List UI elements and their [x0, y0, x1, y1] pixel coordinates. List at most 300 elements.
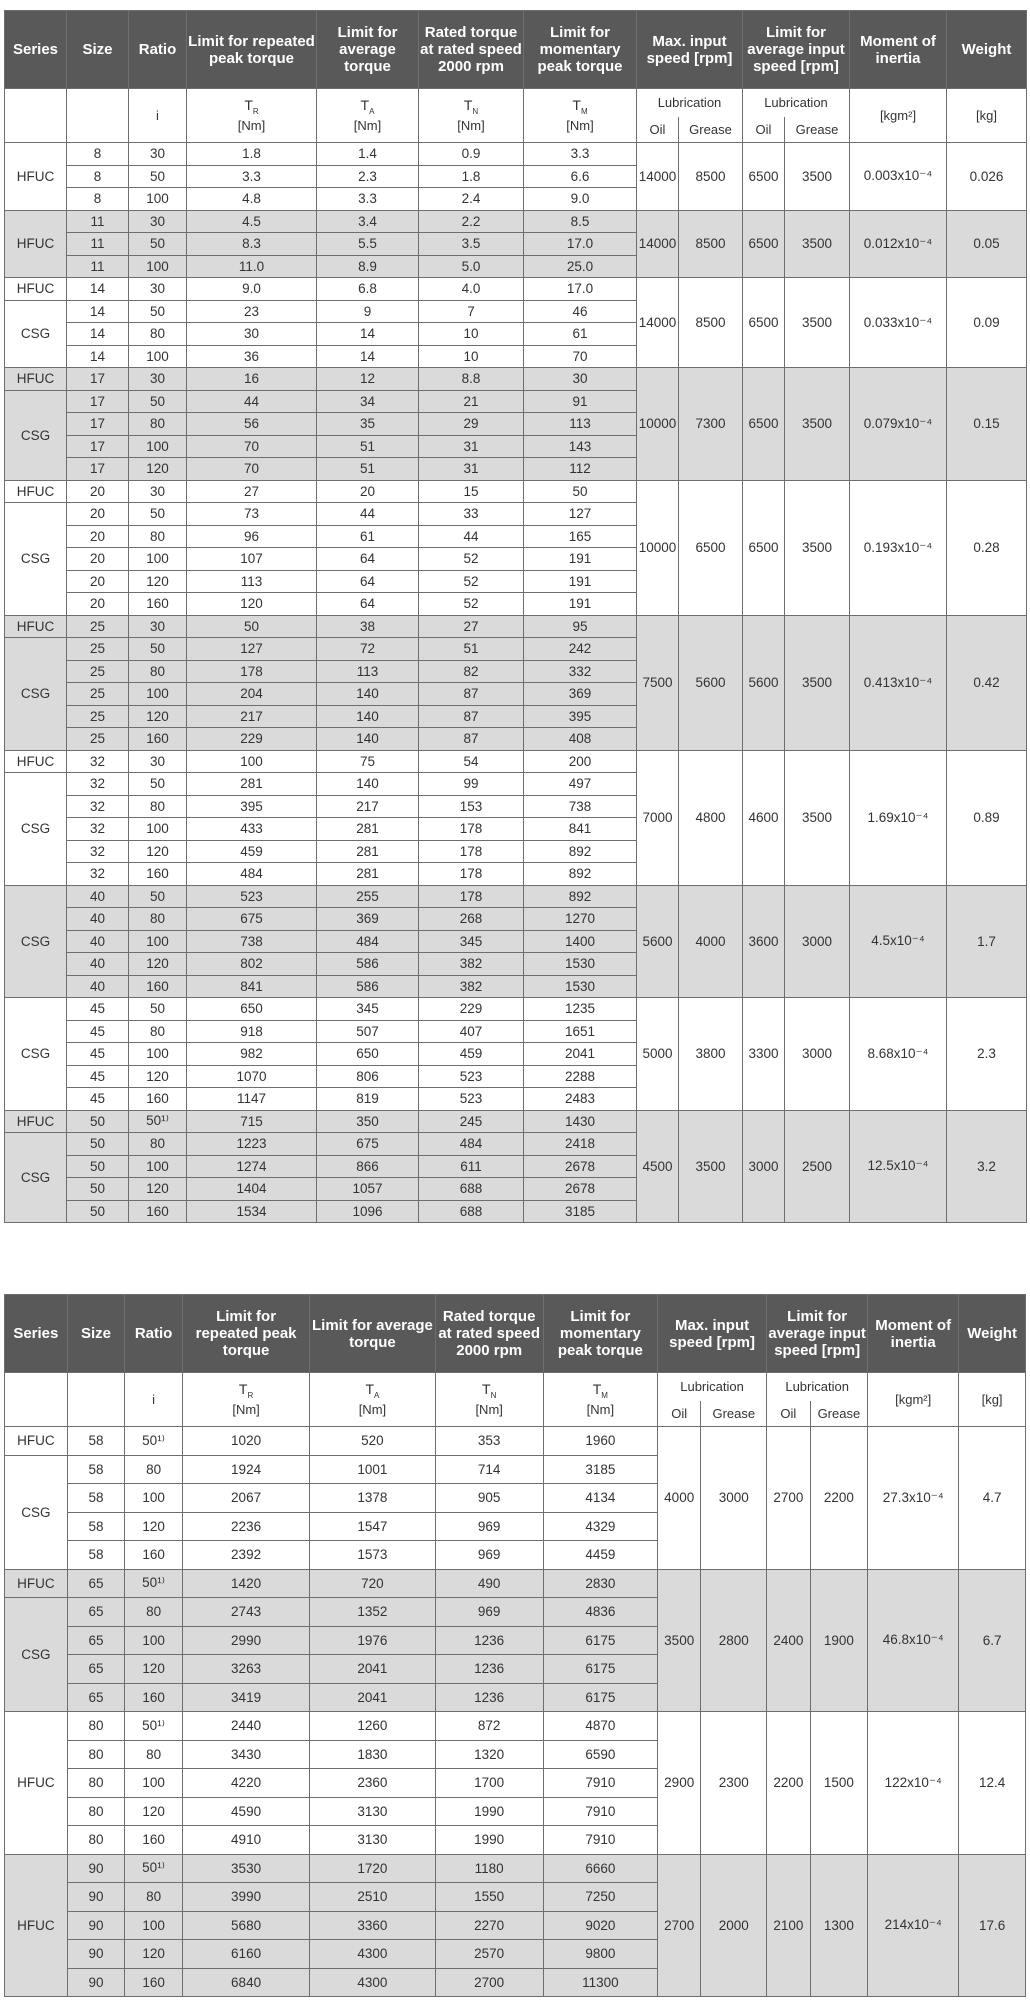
- rated-cell: 99: [419, 773, 524, 796]
- ratio-cell: 30: [129, 480, 187, 503]
- repeated-peak-cell: 3419: [182, 1683, 309, 1712]
- size-cell: 45: [67, 1088, 129, 1111]
- grease-max-speed-cell: 5600: [679, 615, 743, 750]
- ratio-cell: 50¹⁾: [125, 1569, 183, 1598]
- size-cell: 32: [67, 840, 129, 863]
- rated-cell: 87: [419, 705, 524, 728]
- repeated-peak-cell: 715: [187, 1110, 317, 1133]
- weight-cell: 0.15: [947, 368, 1027, 481]
- rated-cell: 353: [435, 1427, 543, 1456]
- average-cell: 20: [317, 480, 419, 503]
- grease-max-speed-cell: 7300: [679, 368, 743, 481]
- repeated-peak-cell: 2440: [182, 1712, 309, 1741]
- ratio-cell: 80: [129, 525, 187, 548]
- weight-cell: 2.3: [947, 998, 1027, 1111]
- unit-series: [5, 1373, 68, 1427]
- average-cell: 281: [317, 840, 419, 863]
- size-cell: 20: [67, 548, 129, 571]
- ratio-cell: 100: [125, 1911, 183, 1940]
- size-cell: 80: [67, 1797, 125, 1826]
- grease-avg-speed-cell: 3000: [785, 885, 850, 998]
- rated-cell: 3.5: [419, 233, 524, 256]
- average-cell: 806: [317, 1065, 419, 1088]
- rated-cell: 10: [419, 345, 524, 368]
- oil-avg-speed-cell: 2200: [767, 1712, 810, 1855]
- rated-cell: 459: [419, 1043, 524, 1066]
- table-row: [5, 615, 1027, 638]
- repeated-peak-cell: 802: [187, 953, 317, 976]
- header-repeated-peak-torque: Limit for repeated peak torque: [187, 11, 317, 89]
- ratio-cell: 50¹⁾: [129, 1110, 187, 1133]
- rated-cell: 688: [419, 1178, 524, 1201]
- average-cell: 586: [317, 953, 419, 976]
- momentary-cell: 6175: [543, 1683, 657, 1712]
- average-cell: 1057: [317, 1178, 419, 1201]
- ratio-cell: 80: [125, 1740, 183, 1769]
- rated-cell: 229: [419, 998, 524, 1021]
- rated-cell: 10: [419, 323, 524, 346]
- oil-max-speed-cell: 7500: [637, 615, 679, 750]
- average-cell: 1720: [310, 1854, 435, 1883]
- average-cell: 484: [317, 930, 419, 953]
- size-cell: 25: [67, 728, 129, 751]
- repeated-peak-cell: 4.8: [187, 188, 317, 211]
- weight-cell: 0.28: [947, 480, 1027, 615]
- ratio-cell: 120: [129, 953, 187, 976]
- inertia-cell: 122x10⁻⁴: [868, 1712, 959, 1855]
- size-cell: 90: [67, 1911, 125, 1940]
- table-body: [5, 1427, 1026, 1997]
- size-cell: 80: [67, 1826, 125, 1855]
- repeated-peak-cell: 3263: [182, 1655, 309, 1684]
- momentary-cell: 191: [524, 548, 637, 571]
- rated-cell: 33: [419, 503, 524, 526]
- average-cell: 1.4: [317, 143, 419, 166]
- rated-cell: 2270: [435, 1911, 543, 1940]
- grease-avg-speed-cell: 3000: [785, 998, 850, 1111]
- repeated-peak-cell: 204: [187, 683, 317, 706]
- momentary-cell: 7250: [543, 1883, 657, 1912]
- size-cell: 58: [67, 1455, 125, 1484]
- average-cell: 345: [317, 998, 419, 1021]
- unit-repeated-peak: $T_R$ [Nm]: [187, 89, 317, 143]
- series-cell: CSG: [5, 998, 67, 1111]
- inertia-cell: 4.5x10⁻⁴: [850, 885, 947, 998]
- rated-cell: 407: [419, 1020, 524, 1043]
- unit-rated: $T_N$ [Nm]: [435, 1373, 543, 1427]
- ratio-cell: 100: [129, 818, 187, 841]
- header-weight: Weight: [959, 1295, 1026, 1373]
- ratio-cell: 100: [125, 1626, 183, 1655]
- size-cell: 17: [67, 368, 129, 391]
- ratio-cell: 50: [129, 885, 187, 908]
- rated-cell: 268: [419, 908, 524, 931]
- momentary-cell: 200: [524, 750, 637, 773]
- rated-cell: 52: [419, 548, 524, 571]
- ratio-cell: 50: [129, 998, 187, 1021]
- momentary-cell: 11300: [543, 1968, 657, 1997]
- size-cell: 58: [67, 1427, 125, 1456]
- series-cell: CSG: [5, 1455, 68, 1569]
- repeated-peak-cell: 120: [187, 593, 317, 616]
- average-cell: 64: [317, 548, 419, 571]
- weight-cell: 6.7: [959, 1569, 1026, 1712]
- rated-cell: 44: [419, 525, 524, 548]
- repeated-peak-cell: 6160: [182, 1940, 309, 1969]
- momentary-cell: 4870: [543, 1712, 657, 1741]
- header-momentary-peak-torque: Limit for momentary peak torque: [524, 11, 637, 89]
- momentary-cell: 1651: [524, 1020, 637, 1043]
- average-cell: 1001: [310, 1455, 435, 1484]
- average-cell: 113: [317, 660, 419, 683]
- repeated-peak-cell: 4590: [182, 1797, 309, 1826]
- series-cell: CSG: [5, 1133, 67, 1223]
- size-cell: 40: [67, 975, 129, 998]
- size-cell: 11: [67, 210, 129, 233]
- momentary-cell: 3185: [524, 1200, 637, 1223]
- average-cell: 281: [317, 818, 419, 841]
- average-cell: 866: [317, 1155, 419, 1178]
- size-cell: 32: [67, 795, 129, 818]
- repeated-peak-cell: 3.3: [187, 165, 317, 188]
- size-cell: 20: [67, 503, 129, 526]
- rated-cell: 2.4: [419, 188, 524, 211]
- ratio-cell: 160: [125, 1968, 183, 1997]
- repeated-peak-cell: 5680: [182, 1911, 309, 1940]
- average-cell: 3.3: [317, 188, 419, 211]
- repeated-peak-cell: 27: [187, 480, 317, 503]
- rated-cell: 382: [419, 975, 524, 998]
- table-row: [5, 210, 1027, 233]
- rated-cell: 15: [419, 480, 524, 503]
- table-row: [5, 1569, 1026, 1598]
- rated-cell: 523: [419, 1088, 524, 1111]
- unit-inertia: [kgm²]: [868, 1373, 959, 1427]
- ratio-cell: 80: [129, 908, 187, 931]
- size-cell: 32: [67, 773, 129, 796]
- size-cell: 14: [67, 345, 129, 368]
- repeated-peak-cell: 1404: [187, 1178, 317, 1201]
- ratio-cell: 30: [129, 143, 187, 166]
- repeated-peak-cell: 70: [187, 435, 317, 458]
- table-row: [5, 1110, 1027, 1133]
- inertia-cell: 1.69x10⁻⁴: [850, 750, 947, 885]
- unit-rated: $T_N$ [Nm]: [419, 89, 524, 143]
- header-average-torque: Limit for average torque: [317, 11, 419, 89]
- size-cell: 14: [67, 300, 129, 323]
- header-ratio: Ratio: [129, 11, 187, 89]
- rated-cell: 969: [435, 1598, 543, 1627]
- header-avg-input-speed: Limit for average input speed [rpm]: [743, 11, 850, 89]
- size-cell: 8: [67, 188, 129, 211]
- repeated-peak-cell: 217: [187, 705, 317, 728]
- average-cell: 369: [317, 908, 419, 931]
- table-header: [5, 11, 1027, 143]
- rated-cell: 1236: [435, 1683, 543, 1712]
- header-size: Size: [67, 1295, 125, 1373]
- oil-avg-speed-cell: 2100: [767, 1854, 810, 1997]
- size-cell: 58: [67, 1484, 125, 1513]
- average-cell: 255: [317, 885, 419, 908]
- size-cell: 65: [67, 1598, 125, 1627]
- size-cell: 25: [67, 705, 129, 728]
- size-cell: 65: [67, 1626, 125, 1655]
- average-cell: 34: [317, 390, 419, 413]
- momentary-cell: 127: [524, 503, 637, 526]
- average-cell: 2041: [310, 1683, 435, 1712]
- average-cell: 3130: [310, 1826, 435, 1855]
- ratio-cell: 50: [129, 503, 187, 526]
- momentary-cell: 332: [524, 660, 637, 683]
- series-cell: HFUC: [5, 615, 67, 638]
- rated-cell: 178: [419, 818, 524, 841]
- size-cell: 45: [67, 998, 129, 1021]
- momentary-cell: 892: [524, 863, 637, 886]
- average-cell: 44: [317, 503, 419, 526]
- rated-cell: 2570: [435, 1940, 543, 1969]
- repeated-peak-cell: 1420: [182, 1569, 309, 1598]
- repeated-peak-cell: 3430: [182, 1740, 309, 1769]
- ratio-cell: 80: [129, 660, 187, 683]
- grease-max-speed-cell: 2000: [701, 1854, 767, 1997]
- oil-max-speed-cell: 14000: [637, 143, 679, 211]
- average-cell: 12: [317, 368, 419, 391]
- average-cell: 650: [317, 1043, 419, 1066]
- average-cell: 64: [317, 570, 419, 593]
- header-series: Series: [5, 1295, 68, 1373]
- ratio-cell: 30: [129, 368, 187, 391]
- rated-cell: 29: [419, 413, 524, 436]
- series-cell: CSG: [5, 885, 67, 998]
- oil-max-speed-cell: 14000: [637, 210, 679, 278]
- ratio-cell: 50¹⁾: [125, 1427, 183, 1456]
- repeated-peak-cell: 56: [187, 413, 317, 436]
- weight-cell: 0.09: [947, 278, 1027, 368]
- momentary-cell: 408: [524, 728, 637, 751]
- momentary-cell: 6590: [543, 1740, 657, 1769]
- grease-avg-speed-cell: 3500: [785, 480, 850, 615]
- average-cell: 281: [317, 863, 419, 886]
- repeated-peak-cell: 1020: [182, 1427, 309, 1456]
- ratio-cell: 80: [129, 323, 187, 346]
- average-cell: 3130: [310, 1797, 435, 1826]
- average-cell: 2.3: [317, 165, 419, 188]
- repeated-peak-cell: 433: [187, 818, 317, 841]
- ratio-cell: 100: [129, 188, 187, 211]
- header-ratio: Ratio: [125, 1295, 183, 1373]
- series-cell: HFUC: [5, 1569, 68, 1598]
- ratio-cell: 100: [129, 1043, 187, 1066]
- series-cell: CSG: [5, 638, 67, 751]
- repeated-peak-cell: 738: [187, 930, 317, 953]
- size-cell: 25: [67, 615, 129, 638]
- repeated-peak-cell: 1274: [187, 1155, 317, 1178]
- unit-average: $T_A$ [Nm]: [317, 89, 419, 143]
- size-cell: 58: [67, 1512, 125, 1541]
- grease-max-speed-cell: 8500: [679, 278, 743, 368]
- header-momentary-peak-torque: Limit for momentary peak torque: [543, 1295, 657, 1373]
- oil-avg-speed-cell: 2700: [767, 1427, 810, 1570]
- ratio-cell: 80: [125, 1883, 183, 1912]
- average-cell: 4300: [310, 1968, 435, 1997]
- ratio-cell: 120: [129, 705, 187, 728]
- momentary-cell: 7910: [543, 1826, 657, 1855]
- inertia-cell: 0.193x10⁻⁴: [850, 480, 947, 615]
- header-moment-of-inertia: Moment of inertia: [850, 11, 947, 89]
- grease-avg-speed-cell: 3500: [785, 143, 850, 211]
- rated-cell: 1180: [435, 1854, 543, 1883]
- table-row: [5, 885, 1027, 908]
- rated-cell: 21: [419, 390, 524, 413]
- header-repeated-peak-torque: Limit for repeated peak torque: [182, 1295, 309, 1373]
- inertia-cell: 27.3x10⁻⁴: [868, 1427, 959, 1570]
- average-cell: 51: [317, 458, 419, 481]
- weight-cell: 0.026: [947, 143, 1027, 211]
- ratio-cell: 100: [129, 255, 187, 278]
- oil-max-speed-cell: 5000: [637, 998, 679, 1111]
- average-cell: 1830: [310, 1740, 435, 1769]
- average-cell: 586: [317, 975, 419, 998]
- oil-max-speed-cell: 7000: [637, 750, 679, 885]
- lubrication-label-avg: Lubrication: [743, 89, 850, 117]
- table-row: [5, 750, 1027, 773]
- momentary-cell: 1530: [524, 953, 637, 976]
- momentary-cell: 61: [524, 323, 637, 346]
- repeated-peak-cell: 107: [187, 548, 317, 571]
- ratio-cell: 160: [125, 1683, 183, 1712]
- ratio-cell: 100: [129, 683, 187, 706]
- oil-max-speed-cell: 4500: [637, 1110, 679, 1223]
- average-cell: 819: [317, 1088, 419, 1111]
- oil-avg-speed-cell: 6500: [743, 480, 785, 615]
- ratio-cell: 160: [129, 1088, 187, 1111]
- average-cell: 14: [317, 323, 419, 346]
- average-cell: 2360: [310, 1769, 435, 1798]
- ratio-cell: 100: [129, 435, 187, 458]
- average-cell: 75: [317, 750, 419, 773]
- ratio-cell: 50¹⁾: [125, 1854, 183, 1883]
- repeated-peak-cell: 3530: [182, 1854, 309, 1883]
- rated-cell: 8.8: [419, 368, 524, 391]
- lubrication-label-avg: Lubrication: [767, 1373, 868, 1401]
- momentary-cell: 738: [524, 795, 637, 818]
- average-cell: 8.9: [317, 255, 419, 278]
- rated-cell: 872: [435, 1712, 543, 1741]
- grease-max-speed-cell: 4000: [679, 885, 743, 998]
- rated-cell: 54: [419, 750, 524, 773]
- rated-cell: 178: [419, 840, 524, 863]
- series-cell: HFUC: [5, 1110, 67, 1133]
- repeated-peak-cell: 70: [187, 458, 317, 481]
- momentary-cell: 1530: [524, 975, 637, 998]
- ratio-cell: 120: [129, 458, 187, 481]
- grease-max-speed-cell: 8500: [679, 210, 743, 278]
- inertia-cell: 0.413x10⁻⁴: [850, 615, 947, 750]
- repeated-peak-cell: 982: [187, 1043, 317, 1066]
- momentary-cell: 2678: [524, 1178, 637, 1201]
- repeated-peak-cell: 1070: [187, 1065, 317, 1088]
- momentary-cell: 892: [524, 840, 637, 863]
- rated-cell: 1700: [435, 1769, 543, 1798]
- momentary-cell: 191: [524, 593, 637, 616]
- size-cell: 90: [67, 1854, 125, 1883]
- momentary-cell: 143: [524, 435, 637, 458]
- size-cell: 32: [67, 863, 129, 886]
- average-cell: 1096: [317, 1200, 419, 1223]
- repeated-peak-cell: 96: [187, 525, 317, 548]
- ratio-cell: 80: [129, 1020, 187, 1043]
- repeated-peak-cell: 30: [187, 323, 317, 346]
- header-weight: Weight: [947, 11, 1027, 89]
- momentary-cell: 9020: [543, 1911, 657, 1940]
- inertia-cell: 0.012x10⁻⁴: [850, 210, 947, 278]
- average-cell: 2510: [310, 1883, 435, 1912]
- rated-cell: 4.0: [419, 278, 524, 301]
- average-cell: 6.8: [317, 278, 419, 301]
- rated-cell: 1320: [435, 1740, 543, 1769]
- average-cell: 35: [317, 413, 419, 436]
- ratio-cell: 50: [129, 300, 187, 323]
- header-moment-of-inertia: Moment of inertia: [868, 1295, 959, 1373]
- repeated-peak-cell: 1.8: [187, 143, 317, 166]
- momentary-cell: 17.0: [524, 233, 637, 256]
- momentary-cell: 9.0: [524, 188, 637, 211]
- rated-cell: 31: [419, 458, 524, 481]
- momentary-cell: 6175: [543, 1655, 657, 1684]
- ratio-cell: 100: [129, 930, 187, 953]
- spec-table-2: [4, 1294, 1026, 1997]
- momentary-cell: 46: [524, 300, 637, 323]
- oil-max-speed-cell: 2900: [657, 1712, 700, 1855]
- size-cell: 50: [67, 1200, 129, 1223]
- repeated-peak-cell: 523: [187, 885, 317, 908]
- repeated-peak-cell: 9.0: [187, 278, 317, 301]
- inertia-cell: 0.003x10⁻⁴: [850, 143, 947, 211]
- momentary-cell: 841: [524, 818, 637, 841]
- ratio-cell: 160: [129, 863, 187, 886]
- repeated-peak-cell: 113: [187, 570, 317, 593]
- repeated-peak-cell: 281: [187, 773, 317, 796]
- rated-cell: 1990: [435, 1826, 543, 1855]
- average-cell: 9: [317, 300, 419, 323]
- ratio-cell: 100: [129, 1155, 187, 1178]
- momentary-cell: 70: [524, 345, 637, 368]
- repeated-peak-cell: 4.5: [187, 210, 317, 233]
- ratio-cell: 30: [129, 210, 187, 233]
- ratio-cell: 80: [129, 413, 187, 436]
- size-cell: 11: [67, 255, 129, 278]
- ratio-cell: 80: [125, 1455, 183, 1484]
- momentary-cell: 8.5: [524, 210, 637, 233]
- size-cell: 45: [67, 1065, 129, 1088]
- inertia-cell: 0.033x10⁻⁴: [850, 278, 947, 368]
- oil-avg-speed-cell: 3000: [743, 1110, 785, 1223]
- grease-max-speed-cell: 4800: [679, 750, 743, 885]
- header-average-torque: Limit for average torque: [310, 1295, 435, 1373]
- grease-avg-speed-cell: 1900: [810, 1569, 868, 1712]
- repeated-peak-cell: 11.0: [187, 255, 317, 278]
- momentary-cell: 95: [524, 615, 637, 638]
- size-cell: 80: [67, 1740, 125, 1769]
- ratio-cell: 50: [129, 638, 187, 661]
- momentary-cell: 2288: [524, 1065, 637, 1088]
- weight-cell: 1.7: [947, 885, 1027, 998]
- average-cell: 51: [317, 435, 419, 458]
- repeated-peak-cell: 3990: [182, 1883, 309, 1912]
- series-cell: HFUC: [5, 750, 67, 773]
- momentary-cell: 2418: [524, 1133, 637, 1156]
- rated-cell: 7: [419, 300, 524, 323]
